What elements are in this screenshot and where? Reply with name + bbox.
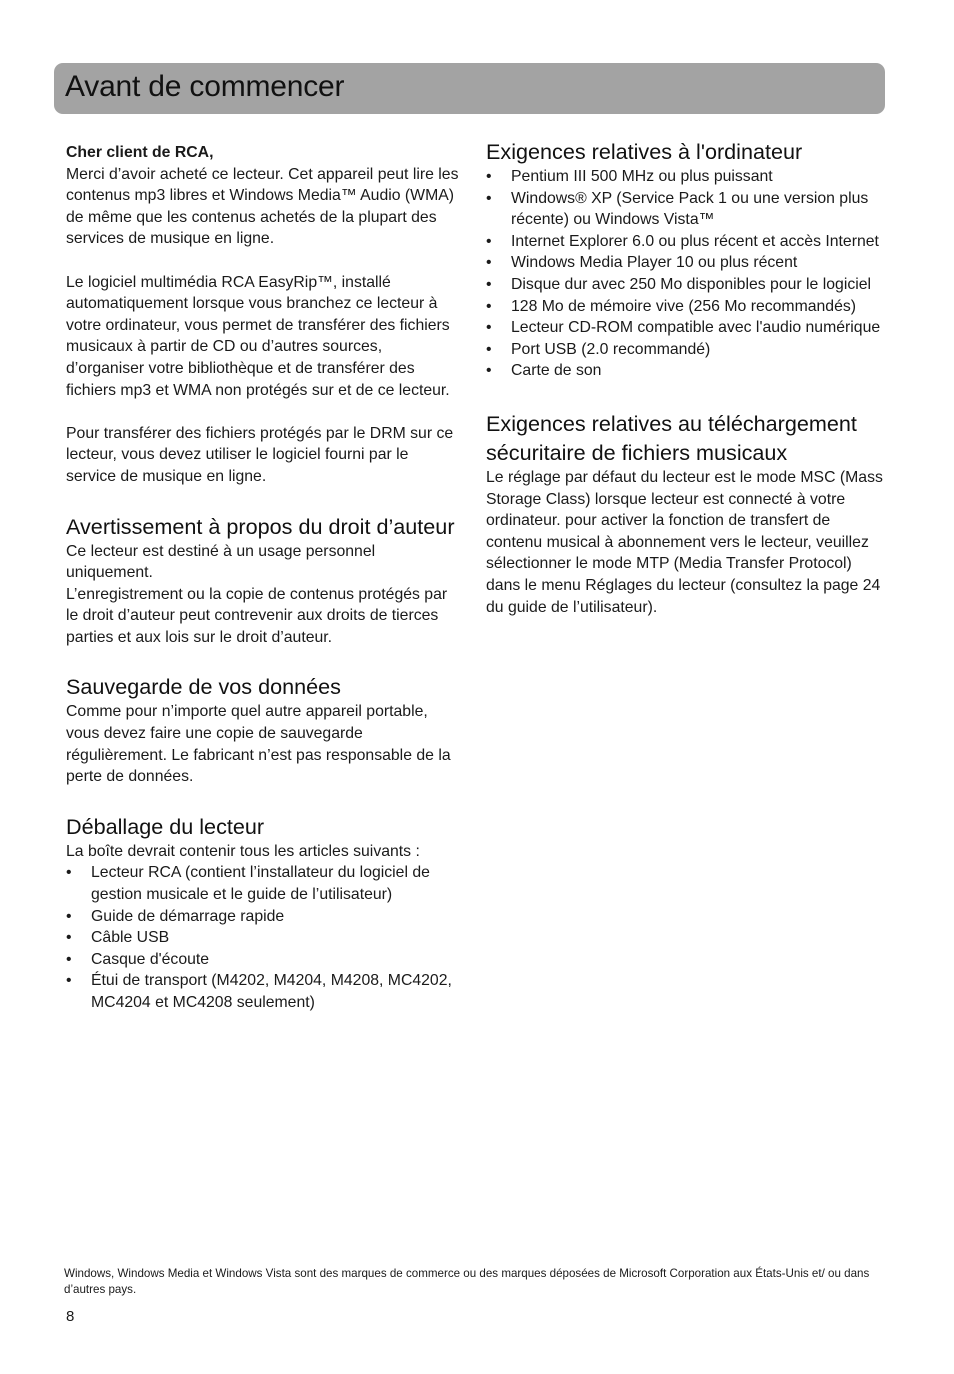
unpacking-heading: Déballage du lecteur: [66, 813, 265, 839]
list-item: • Carte de son: [486, 360, 884, 382]
copyright-paragraph-1: Ce lecteur est destiné à un usage personnel uniquement.: [66, 542, 376, 582]
copyright-paragraph-2: L’enregistrement ou la copie de contenus protégés par le droit d’auteur peut contrevenir aux droits de tierces parties et aux lois sur le droit d’auteur.: [66, 585, 448, 646]
list-item: • 128 Mo de mémoire vive (256 Mo recommandés): [486, 296, 884, 318]
page-title: Avant de commencer: [65, 70, 345, 103]
unpacking-intro: La boîte devrait contenir tous les articles suivants :: [66, 842, 420, 860]
list-item: • Disque dur avec 250 Mo disponibles pour le logiciel: [486, 274, 884, 296]
list-item: • Windows® XP (Service Pack 1 ou une version plus récente) ou Windows Vista™: [486, 188, 884, 231]
copyright-heading: Avertissement à propos du droit d’auteur: [66, 513, 455, 539]
computer-requirements-list: [486, 166, 884, 382]
backup-paragraph: Comme pour n’importe quel autre appareil portable, vous devez faire une copie de sauvegarde régulièrement. Le fabricant n’est pas responsable de la perte de données.: [66, 703, 451, 786]
page-number: 8: [66, 1308, 75, 1325]
list-item: • Pentium III 500 MHz ou plus puissant: [486, 166, 884, 188]
easyrip-paragraph: Le logiciel multimédia RCA EasyRip™, installé automatiquement lorsque vous branchez ce lecteur à votre ordinateur, vous permet de transférer des fichiers musicaux à partir de CD ou d’autres sources, d’organiser votre bibliothèque et de transférer des fichiers mp3 et WMA non protégés sur et de ce lecteur.: [66, 273, 450, 399]
right-column: [486, 139, 884, 618]
computer-requirements-heading: Exigences relatives à l'ordinateur: [486, 139, 803, 164]
list-item: • Étui de transport (M4202, M4204, M4208, MC4202, MC4204 et MC4208 seulement): [66, 970, 460, 1013]
section-header-bar: [54, 63, 885, 114]
list-item: • Casque d'écoute: [66, 949, 460, 971]
list-item: • Lecteur RCA (contient l’installateur du logiciel de gestion musicale et le guide de l’utilisateur): [66, 862, 460, 905]
greeting: Cher client de RCA,: [66, 144, 214, 161]
secure-download-paragraph: Le réglage par défaut du lecteur est le mode MSC (Mass Storage Class) lorsque lecteur est connecté à votre ordinateur. pour activer la fonction de transfert de contenu musical à abonnement vers le lecteur, veuillez sélectionner le mode MTP (Media Transfer Protocol) dans le menu Réglages du lecteur (consultez la page 24 du guide de l’utilisateur).: [486, 468, 883, 616]
list-item: • Câble USB: [66, 927, 460, 949]
secure-download-heading: Exigences relatives au téléchargement sécuritaire de fichiers musicaux: [486, 410, 857, 465]
list-item: • Port USB (2.0 recommandé): [486, 339, 884, 361]
trademark-footnote: Windows, Windows Media et Windows Vista sont des marques de commerce ou des marques déposées de Microsoft Corporation aux États-Unis et/ ou dans d’autres pays.: [64, 1267, 870, 1296]
unpacking-list: [66, 862, 460, 1013]
list-item: • Windows Media Player 10 ou plus récent: [486, 252, 884, 274]
list-item: • Internet Explorer 6.0 ou plus récent et accès Internet: [486, 231, 884, 253]
drm-paragraph: Pour transférer des fichiers protégés par le DRM sur ce lecteur, vous devez utiliser le logiciel fourni par le service de musique en ligne.: [66, 424, 454, 485]
list-item: • Guide de démarrage rapide: [66, 906, 460, 928]
intro-paragraph: Merci d’avoir acheté ce lecteur. Cet appareil peut lire les contenus mp3 libres et Windows Media™ Audio (WMA) de même que les contenus achetés de la plupart des services de musique en ligne.: [66, 165, 459, 248]
backup-heading: Sauvegarde de vos données: [66, 674, 341, 700]
list-item: • Lecteur CD-ROM compatible avec l'audio numérique: [486, 317, 884, 339]
left-column: [66, 142, 460, 1014]
